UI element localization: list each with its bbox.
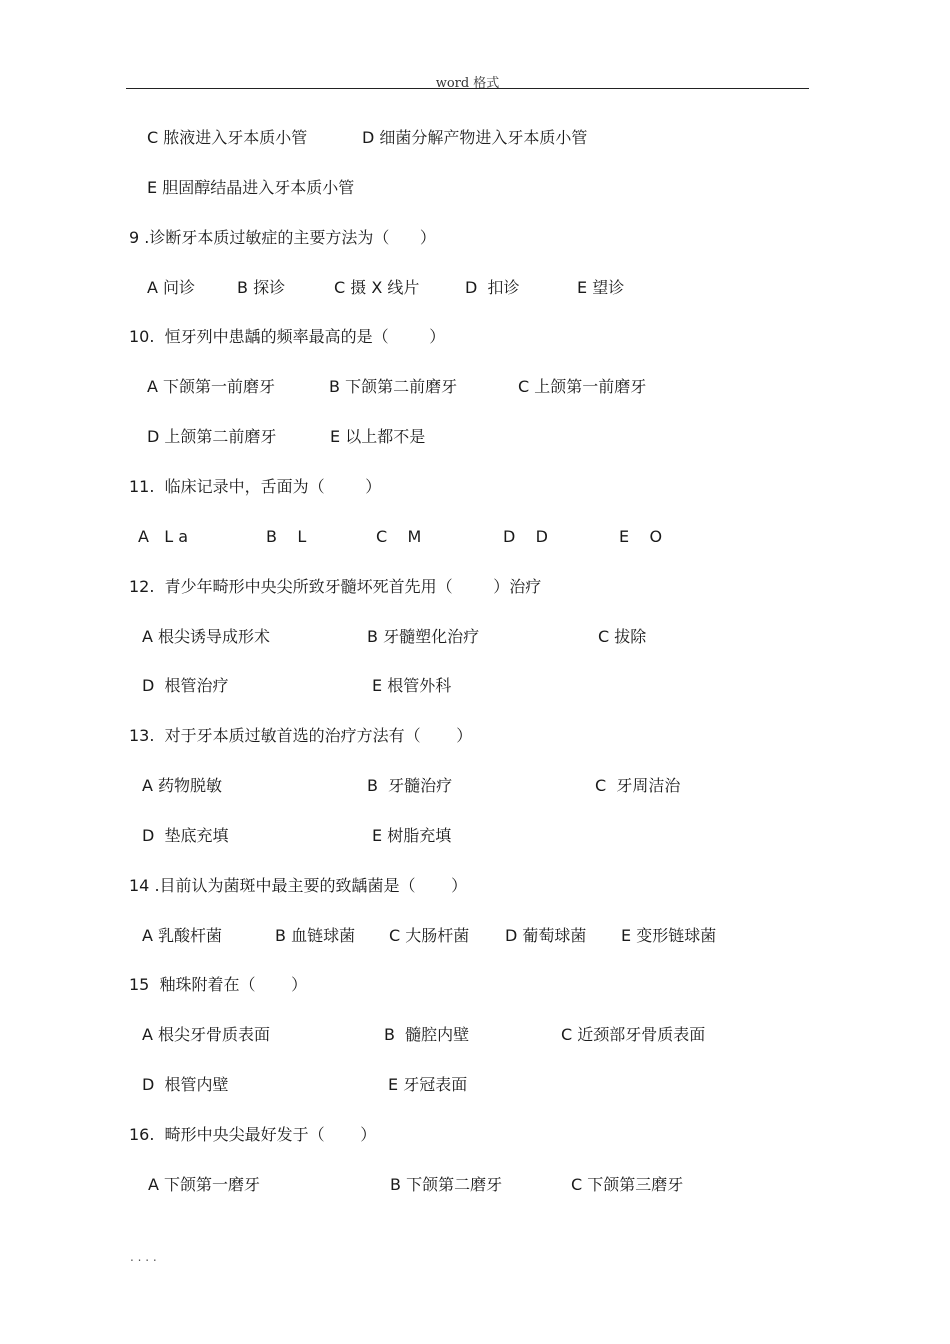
question-line: E 胆固醇结晶进入牙本质小管 <box>147 178 355 197</box>
option-text: C 摄 X 线片 <box>334 278 420 297</box>
question-line: 15 釉珠附着在（ ） <box>129 975 308 994</box>
option-text: B 下颌第二前磨牙 <box>329 377 458 396</box>
header-rule <box>126 88 809 89</box>
option-text: A 乳酸杆菌 <box>142 926 223 945</box>
option-text: B 探诊 <box>237 278 286 297</box>
option-text: A L a <box>138 527 189 546</box>
option-text: C 牙周洁治 <box>595 776 681 795</box>
option-text: A 问诊 <box>147 278 196 297</box>
option-text: B 牙髓塑化治疗 <box>367 627 480 646</box>
option-text: B 牙髓治疗 <box>367 776 453 795</box>
option-text: D D <box>503 527 548 546</box>
page-header: word 格式 <box>435 76 500 91</box>
question-line: 11. 临床记录中，舌面为（ ） <box>129 477 382 496</box>
option-text: C 拔除 <box>598 627 647 646</box>
question-line: 16. 畸形中央尖最好发于（ ） <box>129 1125 377 1144</box>
question-line: 14 .目前认为菌斑中最主要的致龋菌是（ ） <box>129 876 468 895</box>
option-text: C 近颈部牙骨质表面 <box>561 1025 706 1044</box>
option-text: E 树脂充填 <box>372 826 452 845</box>
question-line: 12. 青少年畸形中央尖所致牙髓坏死首先用（ ）治疗 <box>129 577 542 596</box>
option-text: B 下颌第二磨牙 <box>390 1175 503 1194</box>
option-text: D 上颌第二前磨牙 <box>147 427 277 446</box>
option-text: D 葡萄球菌 <box>505 926 587 945</box>
option-text: D 根管治疗 <box>142 676 229 695</box>
option-text: B 血链球菌 <box>275 926 356 945</box>
option-text: E 望诊 <box>577 278 625 297</box>
page-footer: . . . . <box>130 1250 157 1264</box>
option-text: A 根尖诱导成形术 <box>142 627 271 646</box>
option-text: D 细菌分解产物进入牙本质小管 <box>362 128 588 147</box>
option-text: E O <box>619 527 663 546</box>
option-text: E 牙冠表面 <box>388 1075 468 1094</box>
question-line: 13. 对于牙本质过敏首选的治疗方法有（ ） <box>129 726 473 745</box>
option-text: C 大肠杆菌 <box>389 926 470 945</box>
option-text: A 下颌第一磨牙 <box>148 1175 261 1194</box>
option-text: C M <box>376 527 422 546</box>
option-text: A 药物脱敏 <box>142 776 223 795</box>
option-text: E 变形链球菌 <box>621 926 717 945</box>
option-text: A 根尖牙骨质表面 <box>142 1025 271 1044</box>
option-text: D 根管内壁 <box>142 1075 229 1094</box>
option-text: D 垫底充填 <box>142 826 229 845</box>
question-line: 9 .诊断牙本质过敏症的主要方法为（ ） <box>129 228 436 247</box>
option-text: C 上颌第一前磨牙 <box>518 377 647 396</box>
option-text: C 脓液进入牙本质小管 <box>147 128 308 147</box>
option-text: A 下颌第一前磨牙 <box>147 377 276 396</box>
option-text: B L <box>266 527 307 546</box>
option-text: E 以上都不是 <box>330 427 426 446</box>
option-text: D 扣诊 <box>465 278 520 297</box>
option-text: C 下颌第三磨牙 <box>571 1175 684 1194</box>
option-text: B 髓腔内壁 <box>384 1025 470 1044</box>
question-line: 10. 恒牙列中患龋的频率最高的是（ ） <box>129 327 446 346</box>
option-text: E 根管外科 <box>372 676 452 695</box>
